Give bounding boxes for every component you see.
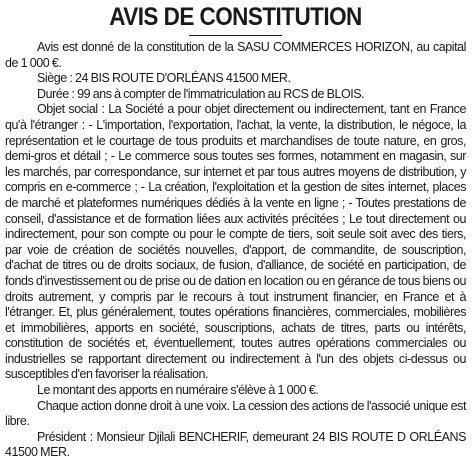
- title-underline: [189, 35, 282, 36]
- notice-title: AVIS DE CONSTITUTION: [109, 3, 362, 31]
- registered-office-paragraph: Siège : 24 BIS ROUTE D'ORLÉANS 41500 MER.: [37, 71, 291, 86]
- contributions-paragraph: Le montant des apports en numéraire s'élève à 1 000 €.: [37, 383, 319, 398]
- notice-body: [5, 40, 466, 461]
- intro-paragraph: Avis est donné de la constitution de la SASU COMMERCES HORIZON, au capital de 1 000 €.: [5, 40, 466, 70]
- share-transfer-paragraph: Chaque action donne droit à une voix. La cession des actions de l'associé unique est libre.: [5, 398, 466, 429]
- president-paragraph: Président : Monsieur Djilali BENCHERIF, demeurant 24 BIS ROUTE D ORLÉANS 41500 MER.: [5, 429, 466, 460]
- duration-paragraph: Durée : 99 ans à compter de l'immatriculation au RCS de BLOIS.: [37, 86, 365, 101]
- corporate-purpose-paragraph: Objet social : La Société a pour objet directement ou indirectement, tant en France qu'à l'étranger : - L'importation, l'exportation, l'achat, la vente, la distribution, le négoce, la représentation et le courtage de tous produits et marchandises de toute nature, en gros, demi-gros et détail ; - Le commerce sous toutes ses formes, notamment en magasin, sur les marchés, par correspondance, sur internet et par tous autres moyens de distribution, y compris en e-commerce ; - La création, l'exploitation et la gestion de sites internet, places de marché et plateformes numériques dédiés à la vente en ligne ; - Toutes prestations de conseil, d'assistance et de formation liées aux activités précitées ; Le tout directement ou indirectement, pour son compte ou pour le compte de tiers, soit seule soit avec des tiers, par voie de création de sociétés nouvelles, d'apport, de commandite, de souscription, d'achat de titres ou de droits sociaux, de fusion, d'alliance, de société en participation, de fonds d'investissement ou de prise ou de dation en location ou en gérance de tous biens ou droits autrement, y compris par le recours à tout instrument financier, en France et à l'étranger. Et, plus généralement, toutes opérations financières, commerciales, mobilières et immobilières, apports en société, souscriptions, achats de titres, parts ou intérêts, constitution de sociétés et, éventuellement, toutes autres opérations commerciales ou industrielles se rapportant directement ou indirectement à l'un des objets ci-dessus ou susceptibles d'en favoriser la réalisation.: [5, 102, 466, 382]
